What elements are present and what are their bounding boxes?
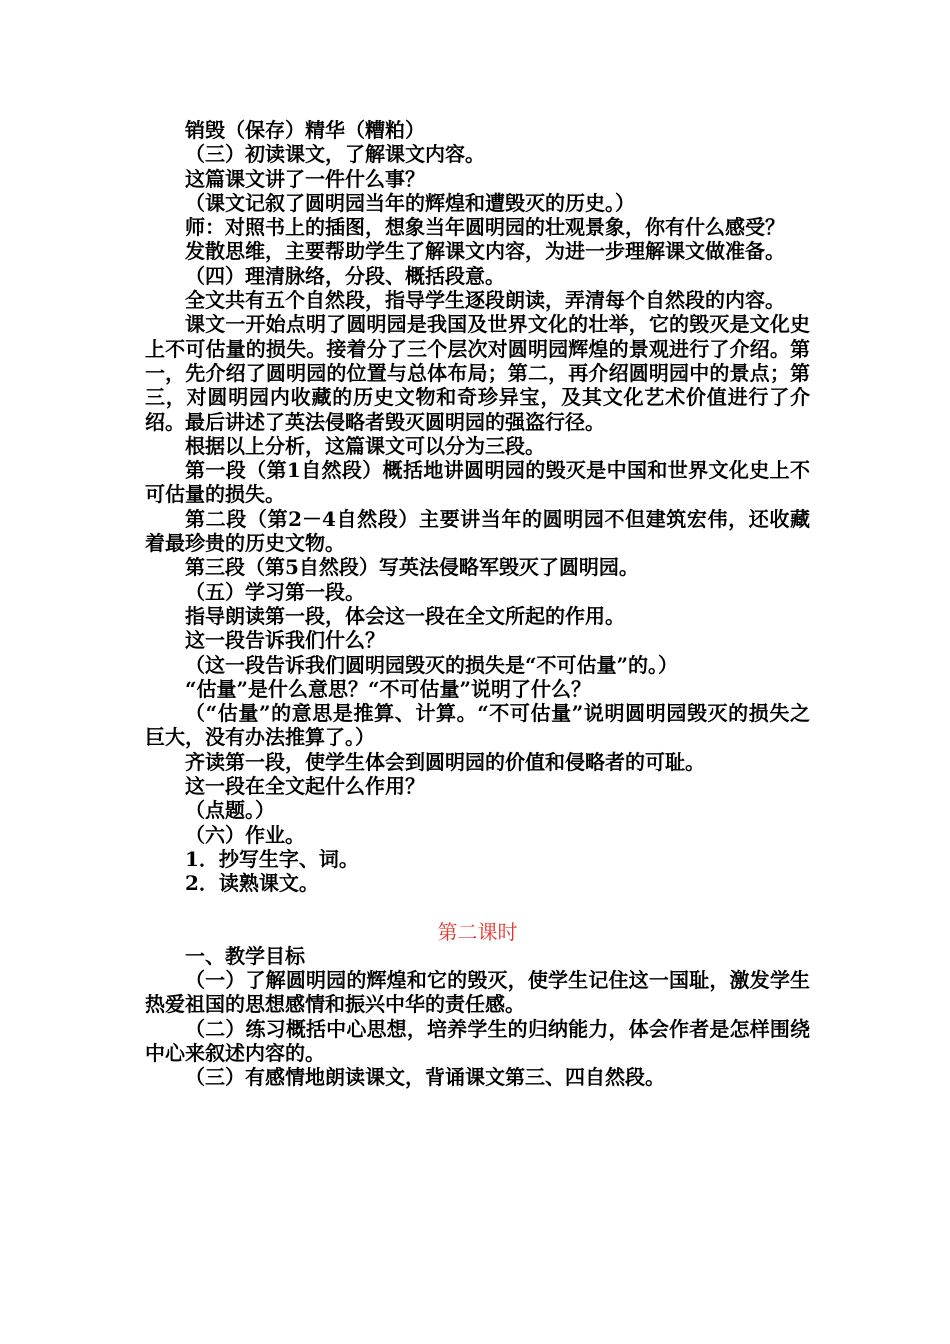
- document-body: [145, 118, 810, 1090]
- paragraph: 这篇课文讲了一件什么事？: [185, 166, 425, 191]
- section-heading: 一、教学目标: [185, 943, 305, 968]
- list-item: 2．读熟课文。: [185, 871, 319, 896]
- paragraph: 师：对照书上的插图，想象当年圆明园的壮观景象，你有什么感受？: [185, 215, 785, 240]
- paragraph: 第二段（第2－4自然段）主要讲当年的圆明园不但建筑宏伟，还收藏着最珍贵的历史文物。: [145, 506, 810, 556]
- paragraph: （三）有感情地朗读课文，背诵课文第三、四自然段。: [185, 1065, 665, 1090]
- paragraph: 这一段在全文起什么作用？: [185, 774, 425, 799]
- paragraph: （三）初读课文，了解课文内容。: [185, 142, 485, 167]
- paragraph: （点题。）: [185, 798, 275, 823]
- paragraph: “估量”是什么意思？“不可估量”说明了什么？: [185, 676, 592, 701]
- paragraph: 第三段（第5自然段）写英法侵略军毁灭了圆明园。: [185, 555, 639, 580]
- paragraph: 发散思维，主要帮助学生了解课文内容，为进一步理解课文做准备。: [185, 239, 785, 264]
- paragraph: （六）作业。: [185, 822, 305, 847]
- paragraph: 齐读第一段，使学生体会到圆明园的价值和侵略者的可耻。: [185, 749, 705, 774]
- paragraph: （一）了解圆明园的辉煌和它的毁灭，使学生记住这一国耻，激发学生热爱祖国的思想感情和振兴中华的责任感。: [145, 968, 810, 1017]
- paragraph: 指导朗读第一段，体会这一段在全文所起的作用。: [185, 603, 625, 628]
- paragraph: （四）理清脉络，分段、概括段意。: [185, 263, 505, 288]
- paragraph: （这一段告诉我们圆明园毁灭的损失是“不可估量”的。）: [185, 652, 679, 677]
- paragraph: 课文一开始点明了圆明园是我国及世界文化的壮举，它的毁灭是文化史上不可估量的损失。接着分了三个层次对圆明园辉煌的景观进行了介绍。第一，先介绍了圆明园的位置与总体布局；第二，再介绍圆明园中的景点；第三，对圆明园内收藏的历史文物和奇珍异宝，及其文化艺术价值进行了介绍。最后讲述了英法侵略者毁灭圆明园的强盗行径。: [145, 312, 810, 434]
- paragraph: （二）练习概括中心思想，培养学生的归纳能力，体会作者是怎样围绕中心来叙述内容的。: [145, 1016, 810, 1065]
- paragraph: 第一段（第1自然段）概括地讲圆明园的毁灭是中国和世界文化史上不可估量的损失。: [145, 458, 810, 507]
- paragraph: 销毁（保存）精华（糟粕）: [185, 118, 425, 142]
- section-title: 第二课时: [437, 919, 518, 944]
- paragraph: 全文共有五个自然段，指导学生逐段朗读，弄清每个自然段的内容。: [185, 288, 785, 313]
- paragraph: （课文记叙了圆明园当年的辉煌和遭毁灭的历史。）: [185, 190, 635, 215]
- paragraph: 根据以上分析，这篇课文可以分为三段。: [185, 433, 545, 458]
- list-item: 1．抄写生字、词。: [185, 846, 359, 871]
- paragraph: （“估量”的意思是推算、计算。“不可估量”说明圆明园毁灭的损失之巨大，没有办法推算了。）: [145, 701, 810, 750]
- paragraph: 这一段告诉我们什么？: [185, 628, 385, 653]
- paragraph: （五）学习第一段。: [185, 579, 365, 604]
